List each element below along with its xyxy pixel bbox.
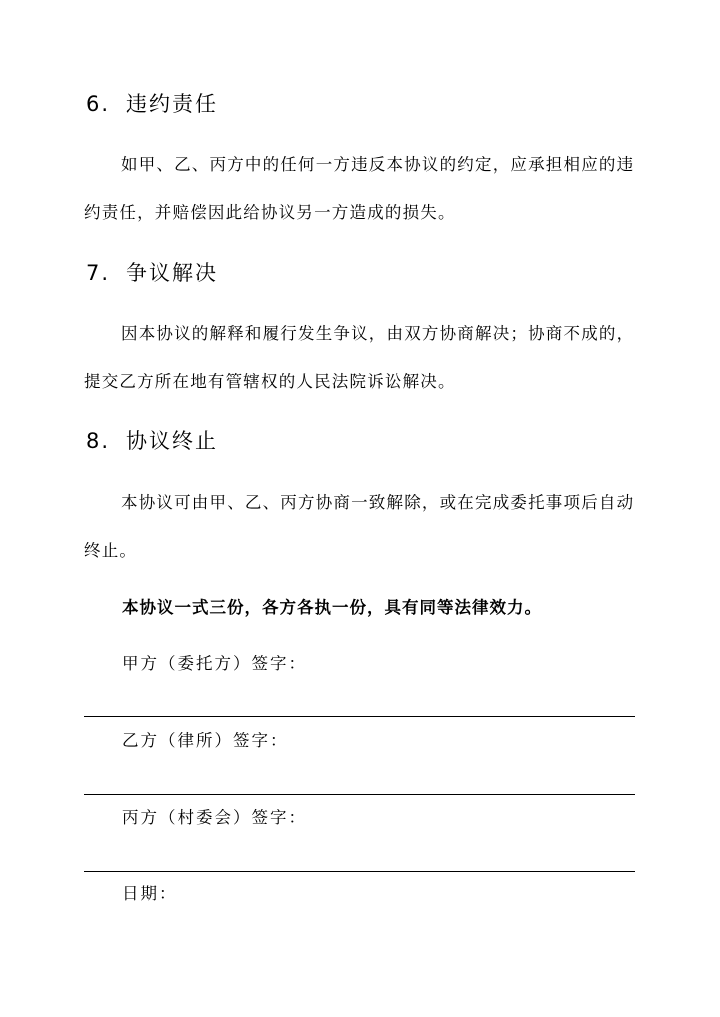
party-a-signature-line — [84, 716, 635, 717]
party-a-signature-label: 甲方（委托方）签字： — [122, 654, 307, 673]
party-c-signature-label: 丙方（村委会）签字： — [122, 808, 307, 827]
copies-statement: 本协议一式三份，各方各执一份，具有同等法律效力。 — [122, 598, 542, 617]
section-7-title: 争议解决 — [126, 261, 218, 285]
party-c-signature-line — [84, 871, 635, 872]
section-8-body: 本协议可由甲、乙、丙方协商一致解除，或在完成委托事项后自动终止。 — [84, 493, 635, 560]
section-6-number: 6. — [86, 92, 111, 116]
section-8-number: 8. — [86, 429, 111, 453]
party-b-signature-label: 乙方（律所）签字： — [122, 731, 289, 750]
section-6-title: 违约责任 — [126, 92, 218, 116]
section-7-heading — [86, 257, 218, 287]
date-label: 日期： — [122, 884, 178, 903]
section-8-title: 协议终止 — [126, 429, 218, 453]
section-7-number: 7. — [86, 261, 111, 285]
section-6-heading — [86, 88, 218, 118]
section-8-heading — [86, 425, 218, 455]
section-6-body: 如甲、乙、丙方中的任何一方违反本协议的约定，应承担相应的违约责任，并赔偿因此给协议另一方造成的损失。 — [84, 155, 635, 222]
party-b-signature-line — [84, 794, 635, 795]
section-7-body: 因本协议的解释和履行发生争议，由双方协商解决；协商不成的，提交乙方所在地有管辖权的人民法院诉讼解决。 — [84, 324, 635, 391]
